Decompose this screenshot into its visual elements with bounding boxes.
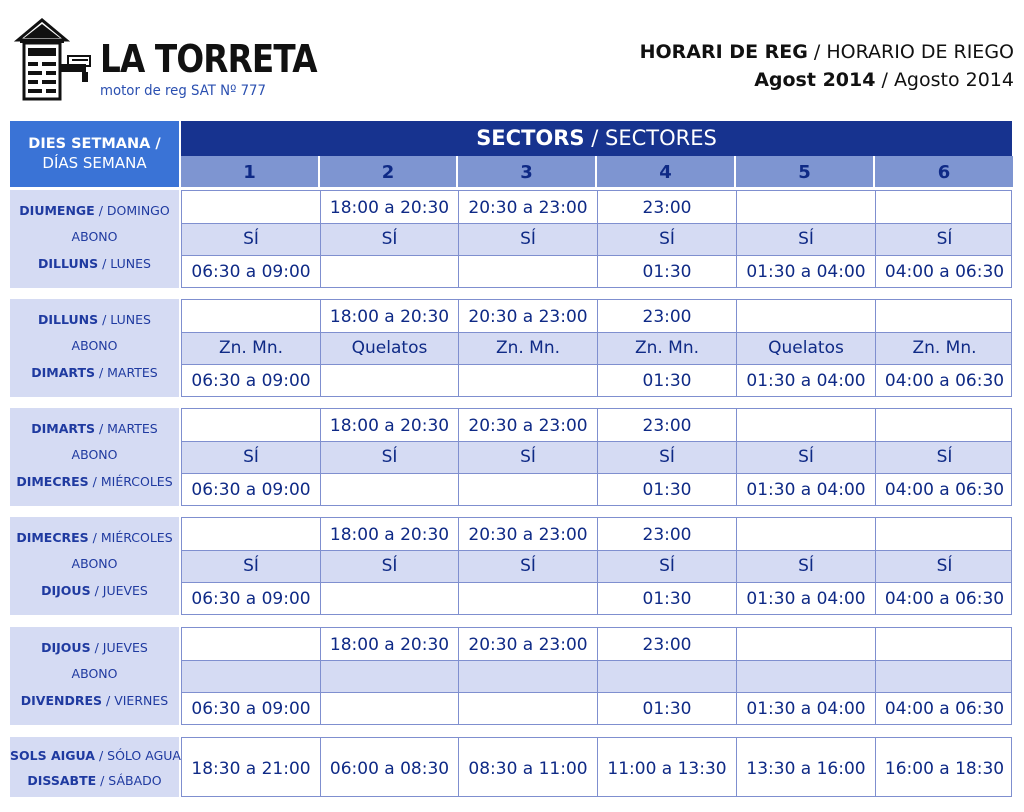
abono-row [182,660,1011,693]
schedule-cell [737,300,876,332]
schedule-cell: 23:00 [598,518,737,550]
brand-name: LA TORRETA [100,37,317,81]
time-row [182,300,1011,332]
schedule-cell [876,409,1013,441]
schedule-cell [321,365,459,396]
abono-row [182,332,1011,365]
schedule-grid [181,517,1012,615]
day-label-line [10,556,179,571]
schedule-cell: 08:30 a 11:00 [459,738,598,796]
day-label-rest: ABONO [71,556,118,571]
day-label-bold: DIMECRES [16,474,89,489]
day-label-cell [10,517,179,615]
sector-number-3: 3 [458,156,597,187]
schedule-cell: 18:30 a 21:00 [182,738,321,796]
schedule-cell [182,409,321,441]
day-label-rest: / VIERNES [102,693,169,708]
schedule-cell [737,661,876,692]
schedule-grid [181,299,1012,397]
day-label-line [10,229,179,244]
day-label-rest: / MARTES [94,421,158,436]
schedule-cell: 06:30 a 09:00 [182,474,321,505]
schedule-cell [459,583,598,614]
schedule-cell: SÍ [737,224,876,255]
schedule-cell: 20:30 a 23:00 [459,300,598,332]
schedule-cell: SÍ [598,442,737,473]
day-label-cell [10,627,179,725]
schedule-cell: 06:30 a 09:00 [182,583,321,614]
day-label-bold: DIVENDRES [20,693,103,708]
schedule-cell [182,191,321,223]
schedule-block [10,190,1012,288]
schedule-cell: 16:00 a 18:30 [884,759,1005,779]
schedule-grid [181,737,1012,797]
schedule-cell: 01:30 [598,256,737,287]
schedule-cell: SÍ [182,551,321,582]
schedule-cell: SÍ [321,224,459,255]
schedule-cell: SÍ [737,442,876,473]
day-label-bold: DILLUNS [38,312,99,327]
day-label-bold: DIJOUS [41,583,91,598]
schedule-cell: 18:00 a 20:30 [321,191,459,223]
sector-numbers-row [181,156,1012,187]
schedule-cell: 01:30 a 04:00 [737,693,876,724]
schedule-cell: Zn. Mn. [912,338,977,358]
tower-logo-icon [12,18,102,102]
abono-row [182,223,1011,256]
sector-number-5: 5 [736,156,875,187]
day-label-line [10,421,179,436]
schedule-cell: 23:00 [598,191,737,223]
schedule-cell [321,256,459,287]
schedule-cell: 18:00 a 20:30 [321,518,459,550]
day-label-cell [10,408,179,506]
schedule-cell [737,191,876,223]
sector-number-1: 1 [181,156,320,187]
schedule-cell [459,693,598,724]
day-label-line [10,474,179,489]
water-only-block [10,737,1012,797]
schedule-cell: 18:00 a 20:30 [321,300,459,332]
day-label-bold: DIMECRES [16,530,89,545]
abono-row [182,550,1011,583]
day-label-line [10,748,179,763]
day-label-rest: / JUEVES [90,583,148,598]
day-label-rest: ABONO [71,447,118,462]
day-label-rest: / MARTES [94,365,158,380]
day-label-rest: ABONO [71,229,118,244]
schedule-cell: 04:00 a 06:30 [884,371,1005,391]
time-row [182,256,1011,287]
schedule-cell: 18:00 a 20:30 [321,409,459,441]
schedule-cell: 20:30 a 23:00 [459,409,598,441]
schedule-cell: 04:00 a 06:30 [884,589,1005,609]
day-label-bold: SOLS AIGUA [10,748,95,763]
schedule-cell: 11:00 a 13:30 [598,738,737,796]
schedule-cell [459,256,598,287]
schedule-cell: SÍ [459,551,598,582]
day-label-rest: / MIÉRCOLES [88,474,173,489]
schedule-cell [737,409,876,441]
day-label-bold: DIJOUS [41,640,91,655]
day-label-rest: / JUEVES [90,640,148,655]
schedule-cell [737,628,876,660]
schedule-cell [321,474,459,505]
schedule-cell: 06:00 a 08:30 [321,738,459,796]
schedule-cell [459,474,598,505]
schedule-cell: SÍ [936,447,953,467]
sector-number-6: 6 [875,156,1013,187]
schedule-cell: 06:30 a 09:00 [182,365,321,396]
schedule-cell: 23:00 [598,628,737,660]
schedule-cell: 01:30 [598,693,737,724]
schedule-block [10,517,1012,615]
day-label-line [10,365,179,380]
schedule-cell: 18:00 a 20:30 [321,628,459,660]
schedule-cell: 06:30 a 09:00 [182,256,321,287]
schedule-cell [876,518,1013,550]
schedule-cell: SÍ [598,551,737,582]
schedule-cell: SÍ [459,224,598,255]
day-label-cell [10,737,179,797]
schedule-cell: 20:30 a 23:00 [459,191,598,223]
day-label-line [10,338,179,353]
time-row [182,474,1011,505]
day-label-cell [10,299,179,397]
schedule-cell [876,661,1013,692]
day-label-rest: / LUNES [98,256,151,271]
schedule-cell: 04:00 a 06:30 [884,480,1005,500]
day-label-line [10,640,179,655]
schedule-cell: 04:00 a 06:30 [884,699,1005,719]
schedule-cell: Zn. Mn. [459,333,598,364]
schedule-block [10,299,1012,397]
day-label-bold: DISSABTE [27,773,97,788]
schedule-cell [321,661,459,692]
schedule-cell: SÍ [737,551,876,582]
schedule-block [10,408,1012,506]
day-label-rest: / SÓLO AGUA [94,748,181,763]
schedule-cell: 01:30 a 04:00 [737,474,876,505]
day-label-rest: / LUNES [98,312,151,327]
schedule-grid [181,627,1012,725]
schedule-block [10,627,1012,725]
schedule-cell [876,300,1013,332]
schedule-title: HORARI DE REG / HORARIO DE RIEGO [639,41,1014,63]
day-label-rest: ABONO [71,666,118,681]
day-label-cell [10,190,179,288]
day-label-bold: DIMARTS [31,365,95,380]
schedule-cell: 01:30 a 04:00 [737,365,876,396]
time-row [182,628,1011,660]
day-label-line [10,447,179,462]
day-label-line [10,312,179,327]
time-row [182,583,1011,614]
logo [12,14,317,106]
schedule-cell: 01:30 a 04:00 [737,256,876,287]
time-row [182,365,1011,396]
schedule-cell: SÍ [321,551,459,582]
schedule-cell [182,661,321,692]
day-label-rest: / MIÉRCOLES [88,530,173,545]
schedule-cell: SÍ [936,229,953,249]
day-label-line [10,256,179,271]
schedule-cell [876,191,1013,223]
abono-row [182,441,1011,474]
day-label-line [10,530,179,545]
schedule-cell [598,661,737,692]
day-label-line [10,666,179,681]
schedule-cell [182,518,321,550]
brand-tagline: motor de reg SAT Nº 777 [100,83,266,99]
day-label-line [10,773,179,788]
schedule-cell: Zn. Mn. [182,333,321,364]
schedule-cell [459,365,598,396]
schedule-cell [737,518,876,550]
schedule-cell [321,693,459,724]
days-column-header: DIES SETMANA / DÍAS SEMANA [10,121,179,187]
sector-number-4: 4 [597,156,736,187]
schedule-cell: Zn. Mn. [598,333,737,364]
schedule-cell: 20:30 a 23:00 [459,628,598,660]
schedule-cell [459,661,598,692]
time-row [182,518,1011,550]
schedule-cell: 13:30 a 16:00 [737,738,876,796]
schedule-cell: SÍ [182,224,321,255]
schedule-grid [181,190,1012,288]
day-label-line [10,693,179,708]
sector-number-2: 2 [320,156,458,187]
schedule-cell: 23:00 [598,300,737,332]
time-row [182,693,1011,724]
schedule-cell: 01:30 a 04:00 [737,583,876,614]
schedule-cell [321,583,459,614]
day-label-bold: DILLUNS [38,256,99,271]
schedule-cell [182,628,321,660]
day-label-line [10,203,179,218]
sectors-header: SECTORS / SECTORES [181,121,1012,156]
time-row [182,738,1011,796]
schedule-heading [640,38,1014,94]
schedule-cell: 06:30 a 09:00 [182,693,321,724]
schedule-cell: 01:30 [598,365,737,396]
schedule-cell: 01:30 [598,474,737,505]
schedule-cell: 01:30 [598,583,737,614]
schedule-grid [181,408,1012,506]
schedule-cell [182,300,321,332]
schedule-cell: Quelatos [321,333,459,364]
day-label-bold: DIMARTS [31,421,95,436]
schedule-cell: SÍ [459,442,598,473]
schedule-cell: Quelatos [737,333,876,364]
day-label-rest: ABONO [71,338,118,353]
schedule-cell: 23:00 [598,409,737,441]
schedule-cell: 20:30 a 23:00 [459,518,598,550]
day-label-rest: / SÁBADO [96,773,162,788]
schedule-cell: SÍ [321,442,459,473]
schedule-cell [876,628,1013,660]
day-label-bold: DIUMENGE [19,203,95,218]
day-label-rest: / DOMINGO [94,203,170,218]
time-row [182,191,1011,223]
schedule-cell: SÍ [182,442,321,473]
time-row [182,409,1011,441]
day-label-line [10,583,179,598]
schedule-date: Agost 2014 / Agosto 2014 [754,69,1014,91]
schedule-cell: 04:00 a 06:30 [884,262,1005,282]
schedule-cell: SÍ [598,224,737,255]
schedule-cell: SÍ [936,556,953,576]
